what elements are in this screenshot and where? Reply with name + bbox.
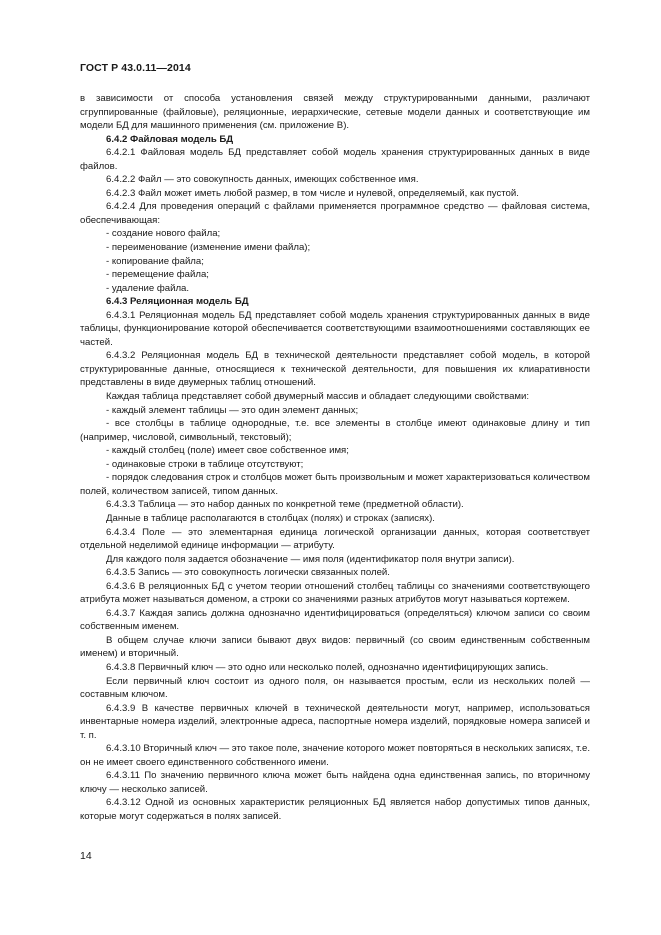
paragraph: 6.4.3.2 Реляционная модель БД в технической деятельности представляет собой модель, в которой структурированные данные, относящиеся к технической деятельности, для повышения их клиаративности представлены в виде двумерных таблиц отношений. [80, 350, 590, 389]
paragraph: 6.4.2.1 Файловая модель БД представляет собой модель хранения структурированных данных в виде файлов. [80, 147, 590, 172]
paragraph: В общем случае ключи записи бывают двух видов: первичный (со своим единственным собственным именем) и вторичный. [80, 634, 590, 660]
paragraph: 6.4.2.2 Файл — это совокупность данных, имеющих собственное имя. [106, 174, 419, 186]
list-item: - создание нового файла; [106, 228, 221, 240]
list-item: - одинаковые строки в таблице отсутствуют; [106, 458, 304, 470]
list-item: - удаление файла. [106, 282, 190, 294]
paragraph: 6.4.2.4 Для проведения операций с файлами применяется программное средство — файловая система, обеспечивающая: [80, 201, 590, 226]
list-item: - все столбцы в таблице однородные, т.е. все элементы в столбце имеют одинаковые длину и тип (например, числовой, символьный, текстовый); [80, 418, 590, 443]
paragraph: Каждая таблица представляет собой двумерный массив и обладает следующими свойствами: [106, 391, 530, 403]
list-item: - перемещение файла; [106, 269, 209, 281]
list-item: - каждый элемент таблицы — это один элемент данных; [106, 404, 359, 416]
paragraph: 6.4.3.3 Таблица — это набор данных по конкретной теме (предметной области). [106, 499, 464, 511]
list-item: - порядок следования строк и столбцов может быть произвольным и может характеризоваться количеством полей, количеством записей, типом данных. [80, 472, 590, 497]
paragraph: 6.4.3.10 Вторичный ключ — это такое поле, значение которого может повторяться в нескольких записях, т.е. он не имеет своего единственного собственного имени. [80, 743, 590, 768]
paragraph: 6.4.3.11 По значению первичного ключа может быть найдена одна единственная запись, по вторичному ключу — несколько записей. [80, 770, 590, 795]
paragraph: в зависимости от способа установления связей между структурированными данными, различают сгруппированные (файловые), реляционные, иерархические, сетевые модели данных и соответствующие им модели БД для машинного применения (см. приложение В). [80, 93, 590, 132]
section-heading: 6.4.2 Файловая модель БД [106, 133, 234, 145]
paragraph: Данные в таблице располагаются в столбцах (полях) и строках (записях). [106, 512, 435, 524]
paragraph: Если первичный ключ состоит из одного поля, он называется простым, если из нескольких полей — составным ключом. [80, 675, 590, 701]
paragraph: 6.4.2.3 Файл может иметь любой размер, в том числе и нулевой, определяемый, как пустой. [106, 187, 519, 199]
list-item: - переименование (изменение имени файла); [106, 242, 311, 254]
paragraph: 6.4.3.6 В реляционных БД с учетом теории отношений столбец таблицы со значениями соответствующего атрибута может называться доменом, а строки со значениями разных атрибутов могут называться кортежем. [80, 580, 590, 606]
page-number: 14 [80, 850, 92, 862]
paragraph: Для каждого поля задается обозначение — имя поля (идентификатор поля внутри записи). [106, 553, 515, 565]
document-header: ГОСТ Р 43.0.11—2014 [80, 62, 191, 74]
document-body [80, 92, 590, 824]
paragraph: 6.4.3.5 Запись — это совокупность логически связанных полей. [106, 567, 390, 579]
paragraph: 6.4.3.8 Первичный ключ — это одно или несколько полей, однозначно идентифицирующих запись. [106, 661, 549, 673]
paragraph: 6.4.3.9 В качестве первичных ключей в технической деятельности могут, например, использоваться инвентарные номера изделий, электронные адреса, паспортные номера изделий, порядковые номера записей и т. п. [80, 702, 590, 741]
paragraph: 6.4.3.12 Одной из основных характеристик реляционных БД является набор допустимых типов данных, которые могут содержаться в полях записей. [80, 797, 590, 822]
paragraph: 6.4.3.1 Реляционная модель БД представляет собой модель хранения структурированных данных в виде таблицы, функционирование которой обеспечивается соответствующими взаимоотношениями составляющих ее частей. [80, 309, 590, 348]
section-heading: 6.4.3 Реляционная модель БД [106, 296, 249, 308]
list-item: - копирование файла; [106, 255, 204, 267]
list-item: - каждый столбец (поле) имеет свое собственное имя; [106, 445, 349, 457]
paragraph: 6.4.3.4 Поле — это элементарная единица логической организации данных, которая соответствует отдельной неделимой единице информации — атрибуту. [80, 526, 590, 552]
paragraph: 6.4.3.7 Каждая запись должна однозначно идентифицироваться (определяться) ключом записи со своим собственным именем. [80, 607, 590, 633]
